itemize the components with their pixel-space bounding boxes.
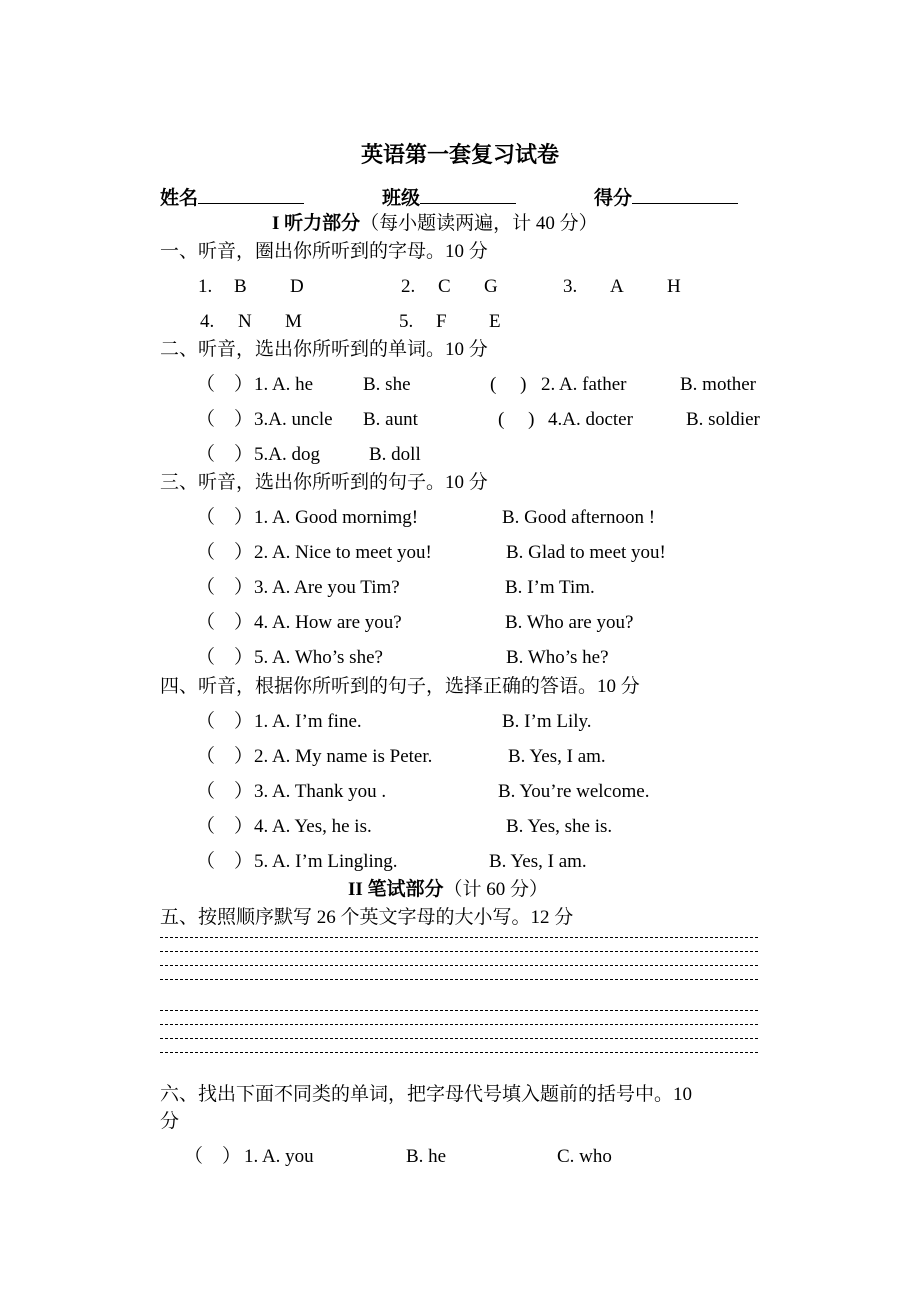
answer-bracket[interactable]: （ ） bbox=[196, 409, 254, 430]
score-field bbox=[594, 186, 738, 208]
option-a: 2. A. My name is Peter. bbox=[254, 746, 433, 767]
sec6-title-cont: 分 bbox=[160, 1111, 180, 1132]
option-a: 1. A. you bbox=[244, 1146, 314, 1167]
answer-bracket[interactable]: （ ） bbox=[196, 711, 254, 732]
writing-line bbox=[160, 979, 758, 980]
option-b: B. I’m Lily. bbox=[502, 711, 592, 732]
part1-note: （每小题读两遍，计 40 分） bbox=[360, 213, 598, 234]
part2-heading bbox=[348, 880, 548, 899]
sec6-title: 六、找出下面不同类的单词，把字母代号填入题前的括号中。10 bbox=[160, 1084, 693, 1105]
option-b: B. Good afternoon ! bbox=[502, 507, 656, 528]
option-a: 5. A. Who’s she? bbox=[254, 647, 383, 668]
option-a: 1. A. he bbox=[254, 374, 314, 395]
option-a: 2. A. father bbox=[541, 374, 627, 395]
sec1-option-a[interactable]: C bbox=[438, 276, 451, 297]
part1-heading bbox=[272, 214, 598, 233]
option-b: B. Who are you? bbox=[505, 612, 634, 633]
part1-heading-bold: I 听力部分 bbox=[272, 213, 361, 234]
page-title: 英语第一套复习试卷 bbox=[360, 142, 559, 167]
writing-line bbox=[160, 1038, 758, 1039]
sec2-title: 二、听音，选出你所听到的单词。10 分 bbox=[160, 339, 488, 360]
option-b: B. doll bbox=[369, 444, 421, 465]
option-c: C. who bbox=[557, 1146, 612, 1167]
option-b: B. You’re welcome. bbox=[498, 781, 650, 802]
sec1-item-num: 4. bbox=[200, 311, 215, 332]
writing-line bbox=[160, 1024, 758, 1025]
option-a: 3. A. Thank you . bbox=[254, 781, 387, 802]
writing-line bbox=[160, 937, 758, 938]
writing-line bbox=[160, 1052, 758, 1053]
option-b: B. Yes, I am. bbox=[489, 851, 587, 872]
name-field bbox=[160, 186, 304, 208]
answer-bracket[interactable]: （ ） bbox=[196, 507, 254, 528]
sec1-item-num: 2. bbox=[401, 276, 416, 297]
option-b: B. Glad to meet you! bbox=[506, 542, 666, 563]
sec4-title: 四、听音，根据你所听到的句子，选择正确的答语。10 分 bbox=[160, 676, 640, 697]
writing-line bbox=[160, 965, 758, 966]
answer-bracket[interactable]: （ ） bbox=[196, 444, 254, 465]
writing-line bbox=[160, 951, 758, 952]
class-blank[interactable] bbox=[420, 186, 516, 204]
option-b: B. Yes, I am. bbox=[508, 746, 606, 767]
part2-note: （计 60 分） bbox=[443, 879, 549, 900]
option-a: 4.A. docter bbox=[548, 409, 633, 430]
option-a: 2. A. Nice to meet you! bbox=[254, 542, 432, 563]
sec1-option-a[interactable]: A bbox=[610, 276, 624, 297]
option-b: B. mother bbox=[680, 374, 756, 395]
answer-bracket[interactable]: ( ) bbox=[490, 374, 527, 395]
answer-bracket[interactable]: （ ） bbox=[196, 781, 254, 802]
option-a: 1. A. I’m fine. bbox=[254, 711, 362, 732]
option-b: B. Who’s he? bbox=[506, 647, 609, 668]
name-blank[interactable] bbox=[198, 186, 304, 204]
name-label: 姓名 bbox=[160, 188, 199, 209]
sec1-option-a[interactable]: N bbox=[238, 311, 252, 332]
sec1-option-a[interactable]: B bbox=[234, 276, 247, 297]
answer-bracket[interactable]: （ ） bbox=[196, 577, 254, 598]
answer-bracket[interactable]: （ ） bbox=[196, 374, 254, 395]
option-b: B. soldier bbox=[686, 409, 760, 430]
answer-bracket[interactable]: （ ） bbox=[196, 612, 254, 633]
class-field bbox=[382, 186, 516, 208]
sec1-option-b[interactable]: D bbox=[290, 276, 304, 297]
option-b: B. aunt bbox=[363, 409, 418, 430]
answer-bracket[interactable]: ( ) bbox=[498, 409, 535, 430]
answer-bracket[interactable]: （ ） bbox=[196, 851, 254, 872]
sec3-title: 三、听音，选出你所听到的句子。10 分 bbox=[160, 472, 488, 493]
option-a: 5. A. I’m Lingling. bbox=[254, 851, 398, 872]
option-b: B. Yes, she is. bbox=[506, 816, 613, 837]
answer-bracket[interactable]: （ ） bbox=[196, 746, 254, 767]
sec1-option-a[interactable]: F bbox=[436, 311, 447, 332]
option-a: 4. A. How are you? bbox=[254, 612, 402, 633]
sec1-item-num: 3. bbox=[563, 276, 578, 297]
writing-line bbox=[160, 1010, 758, 1011]
option-b: B. he bbox=[406, 1146, 447, 1167]
part2-heading-bold: II 笔试部分 bbox=[348, 879, 444, 900]
sec1-title: 一、听音，圈出你所听到的字母。10 分 bbox=[160, 241, 488, 262]
answer-bracket[interactable]: （ ） bbox=[196, 647, 254, 668]
sec1-item-num: 1. bbox=[198, 276, 213, 297]
score-blank[interactable] bbox=[632, 186, 738, 204]
sec5-title: 五、按照顺序默写 26 个英文字母的大小写。12 分 bbox=[160, 907, 574, 928]
score-label: 得分 bbox=[594, 188, 633, 209]
sec1-option-b[interactable]: M bbox=[285, 311, 302, 332]
option-a: 5.A. dog bbox=[254, 444, 320, 465]
class-label: 班级 bbox=[382, 188, 421, 209]
sec1-item-num: 5. bbox=[399, 311, 414, 332]
answer-bracket[interactable]: （ ） bbox=[184, 1146, 242, 1167]
option-b: B. she bbox=[363, 374, 411, 395]
answer-bracket[interactable]: （ ） bbox=[196, 542, 254, 563]
answer-bracket[interactable]: （ ） bbox=[196, 816, 254, 837]
option-a: 3. A. Are you Tim? bbox=[254, 577, 400, 598]
sec1-option-b[interactable]: E bbox=[489, 311, 501, 332]
option-a: 1. A. Good mornimg! bbox=[254, 507, 419, 528]
option-a: 3.A. uncle bbox=[254, 409, 333, 430]
sec1-option-b[interactable]: G bbox=[484, 276, 498, 297]
sec1-option-b[interactable]: H bbox=[667, 276, 681, 297]
option-a: 4. A. Yes, he is. bbox=[254, 816, 372, 837]
option-b: B. I’m Tim. bbox=[505, 577, 595, 598]
